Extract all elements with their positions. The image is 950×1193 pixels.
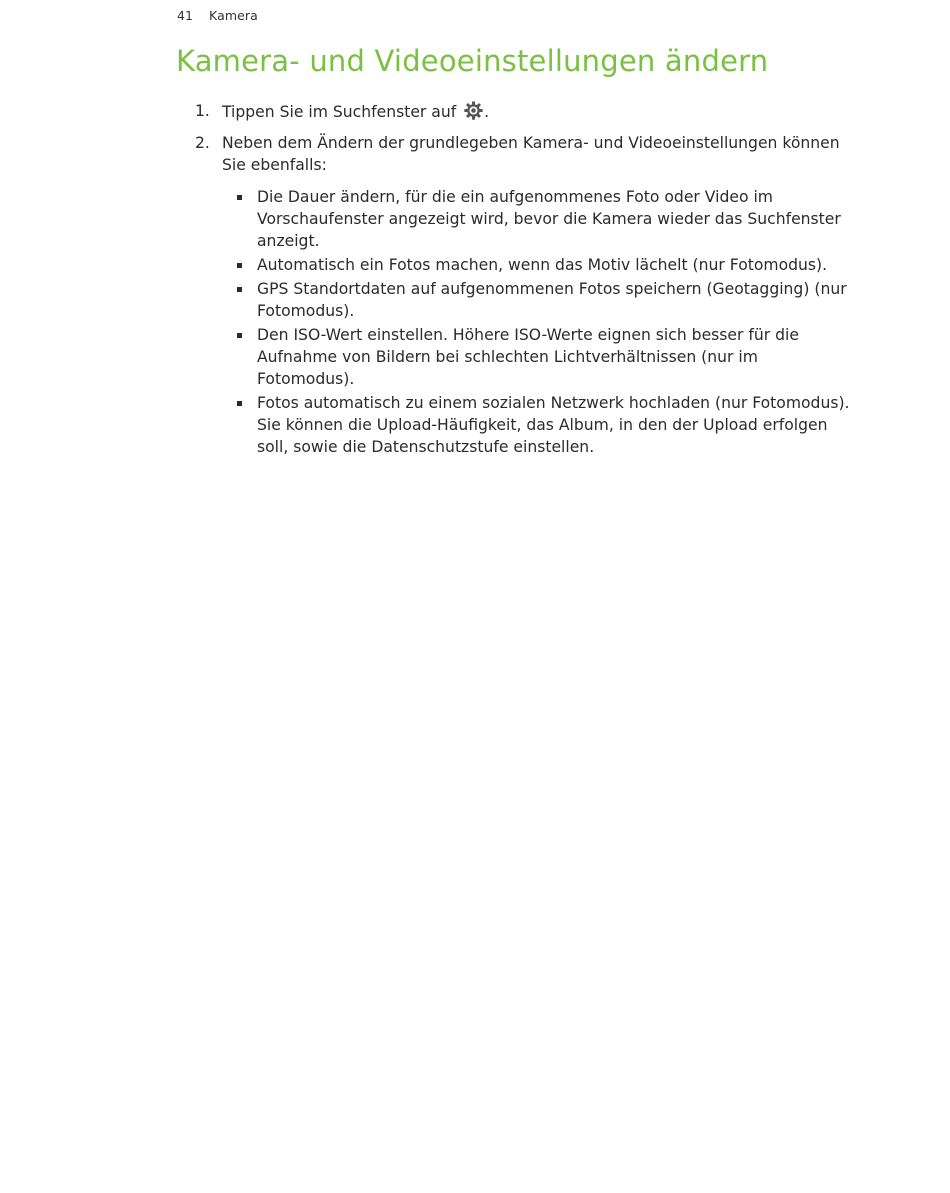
- list-item: [222, 254, 856, 276]
- list-item: [222, 324, 856, 390]
- bullet-list: [222, 186, 856, 458]
- step-text: Neben dem Ändern der grundlegeben Kamera- und Videoeinstellungen können Sie ebenfalls:: [222, 134, 840, 174]
- step-text-after-icon: .: [484, 103, 490, 121]
- list-item: [222, 392, 856, 458]
- steps-list: [176, 100, 856, 467]
- bullet-square-icon: [237, 333, 242, 338]
- page-number: 41: [177, 8, 194, 23]
- running-header: [177, 8, 258, 23]
- bullet-square-icon: [237, 401, 242, 406]
- step-number: 2.: [195, 134, 210, 152]
- list-item-text: Den ISO-Wert einstellen. Höhere ISO-Werte eignen sich besser für die Aufnahme von Bildern bei schlechten Lichtverhältnissen (nur im Fotomodus).: [257, 326, 799, 388]
- chapter-name: Kamera: [209, 8, 258, 23]
- step-1: [176, 100, 856, 123]
- list-item-text: GPS Standortdaten auf aufgenommenen Fotos speichern (Geotagging) (nur Fotomodus).: [257, 280, 847, 320]
- list-item: [222, 186, 856, 252]
- gear-icon: [463, 100, 484, 121]
- section-title: Kamera- und Videoeinstellungen ändern: [176, 44, 769, 78]
- list-item-text: Automatisch ein Fotos machen, wenn das Motiv lächelt (nur Fotomodus).: [257, 256, 828, 274]
- step-text-before-icon: Tippen Sie im Suchfenster auf: [222, 103, 457, 121]
- list-item-text: Die Dauer ändern, für die ein aufgenommenes Foto oder Video im Vorschaufenster angezeigt wird, bevor die Kamera wieder das Suchfenster anzeigt.: [257, 188, 841, 250]
- bullet-square-icon: [237, 263, 242, 268]
- bullet-square-icon: [237, 287, 242, 292]
- step-number: 1.: [195, 102, 210, 120]
- step-2: [176, 132, 856, 458]
- list-item: [222, 278, 856, 322]
- list-item-text: Fotos automatisch zu einem sozialen Netzwerk hochladen (nur Fotomodus). Sie können die Upload-Häufigkeit, das Album, in den der Upload erfolgen soll, sowie die Datenschutzstufe einstellen.: [257, 394, 850, 456]
- bullet-square-icon: [237, 195, 242, 200]
- step-text: [222, 100, 856, 123]
